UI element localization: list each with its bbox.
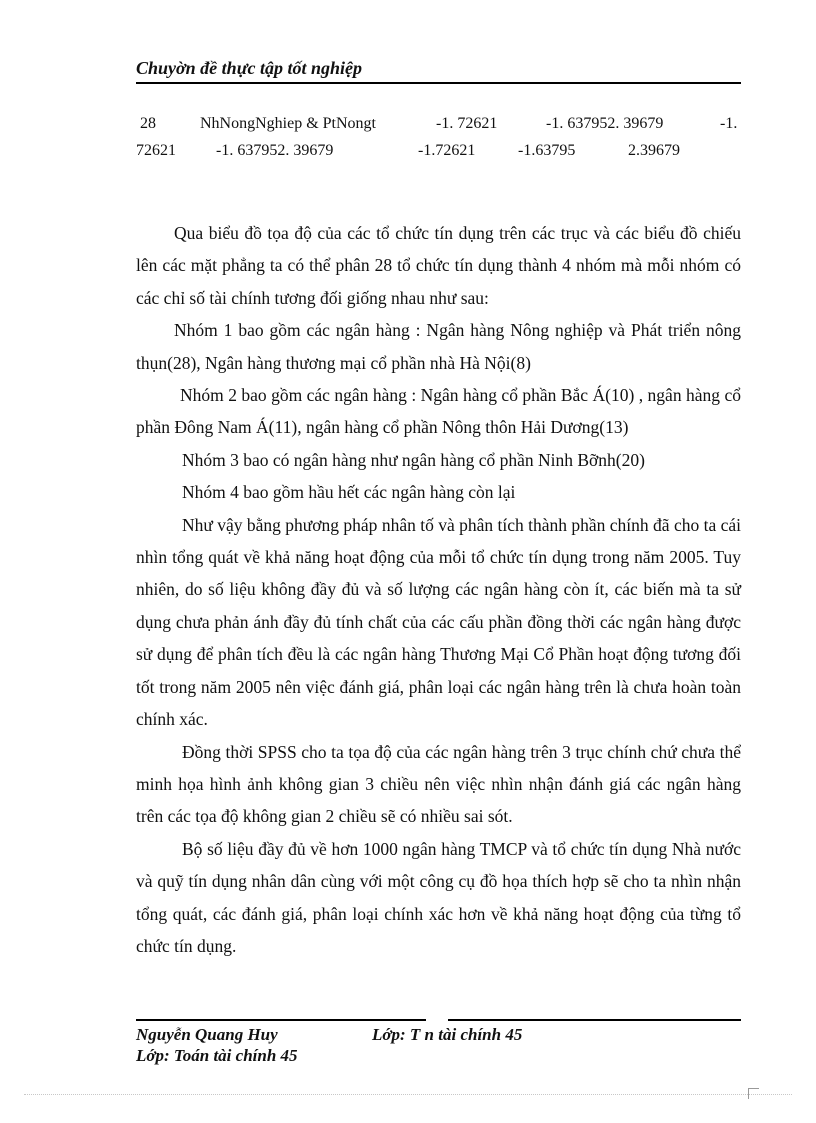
paragraph-group-3: Nhóm 3 bao có ngân hàng như ngân hàng cổ phần Ninh Bỡnh(20) <box>182 449 645 470</box>
footer-class-left: Lớp: Toán tài chính 45 <box>136 1046 298 1065</box>
data-table-row-2 <box>136 142 741 166</box>
data-cell: -1.72621 <box>418 142 476 159</box>
data-table-row-1 <box>136 115 741 139</box>
footer-divider <box>136 1019 741 1021</box>
footer-author: Nguyễn Quang Huy <box>136 1025 278 1044</box>
paragraph-group-2: Nhóm 2 bao gồm các ngân hàng : Ngân hàng cổ phần Bắc Á(10) , ngân hàng cổ phần Đông Nam Á(11), ngân hàng cổ phần Nông thôn Hải Dương(13) <box>136 385 741 438</box>
data-cell: 28 <box>140 115 156 132</box>
paragraph-spss: Đồng thời SPSS cho ta tọa độ của các ngân hàng trên 3 trục chính chứ chưa thể minh họa hình ảnh không gian 3 chiều nên việc nhìn nhận đánh giá các ngân hàng trên các tọa độ không gian 2 chiều sẽ có nhiều sai sót. <box>136 741 741 827</box>
body-text <box>136 217 741 962</box>
paragraph-dataset: Bộ số liệu đầy đủ về hơn 1000 ngân hàng TMCP và tổ chức tín dụng Nhà nước và quỹ tín dụng nhân dân cùng với một công cụ đồ họa thích hợp sẽ cho ta nhìn nhận tổng quát, các đánh giá, phân loại chính xác hơn về khả năng hoạt động của từng tổ chức tín dụng. <box>136 838 741 956</box>
data-cell: -1. 72621 <box>436 115 498 132</box>
footer-class-right: Lớp: T n tài chính 45 <box>372 1025 523 1044</box>
data-cell: NhNongNghiep & PtNongt <box>200 115 376 132</box>
data-cell: -1. 637952. 39679 <box>216 142 334 159</box>
paragraph-group-1: Nhóm 1 bao gồm các ngân hàng : Ngân hàng Nông nghiệp và Phát triển nông thụn(28), Ngân hàng thương mại cổ phần nhà Hà Nội(8) <box>136 320 741 373</box>
page-corner-mark <box>748 1088 759 1099</box>
data-cell: 2.39679 <box>628 142 680 159</box>
paragraph-intro: Qua biểu đồ tọa độ của các tổ chức tín dụng trên các trục và các biểu đồ chiếu lên các mặt phẳng ta có thể phân 28 tổ chức tín dụng thành 4 nhóm mà mỗi nhóm có các chỉ số tài chính tương đối giống nhau như sau: <box>136 223 741 308</box>
page-bottom-border <box>24 1094 792 1095</box>
data-cell: -1.63795 <box>518 142 576 159</box>
data-cell: -1. 637952. 39679 <box>546 115 664 132</box>
data-cell: 72621 <box>136 142 176 159</box>
paragraph-conclusion: Như vậy bằng phương pháp nhân tố và phân tích thành phần chính đã cho ta cái nhìn tổng quát về khả năng hoạt động của mỗi tổ chức tín dụng trong năm 2005. Tuy nhiên, do số liệu không đầy đủ và số lượng các ngân hàng còn ít, các biến mà ta sử dụng chưa phản ánh đầy đủ tính chất của các cấu phần đồng thời các ngân hàng được sử dụng để phân tích đều là các ngân hàng Thương Mại Cổ Phần hoạt động tương đối tốt trong năm 2005 nên việc đánh giá, phân loại các ngân hàng trên là chưa hoàn toàn chính xác. <box>136 514 741 730</box>
page-header-title: Chuyờn đề thực tập tốt nghiệp <box>136 56 741 84</box>
data-cell: -1. <box>720 115 738 132</box>
paragraph-group-4: Nhóm 4 bao gồm hầu hết các ngân hàng còn lại <box>182 482 516 503</box>
